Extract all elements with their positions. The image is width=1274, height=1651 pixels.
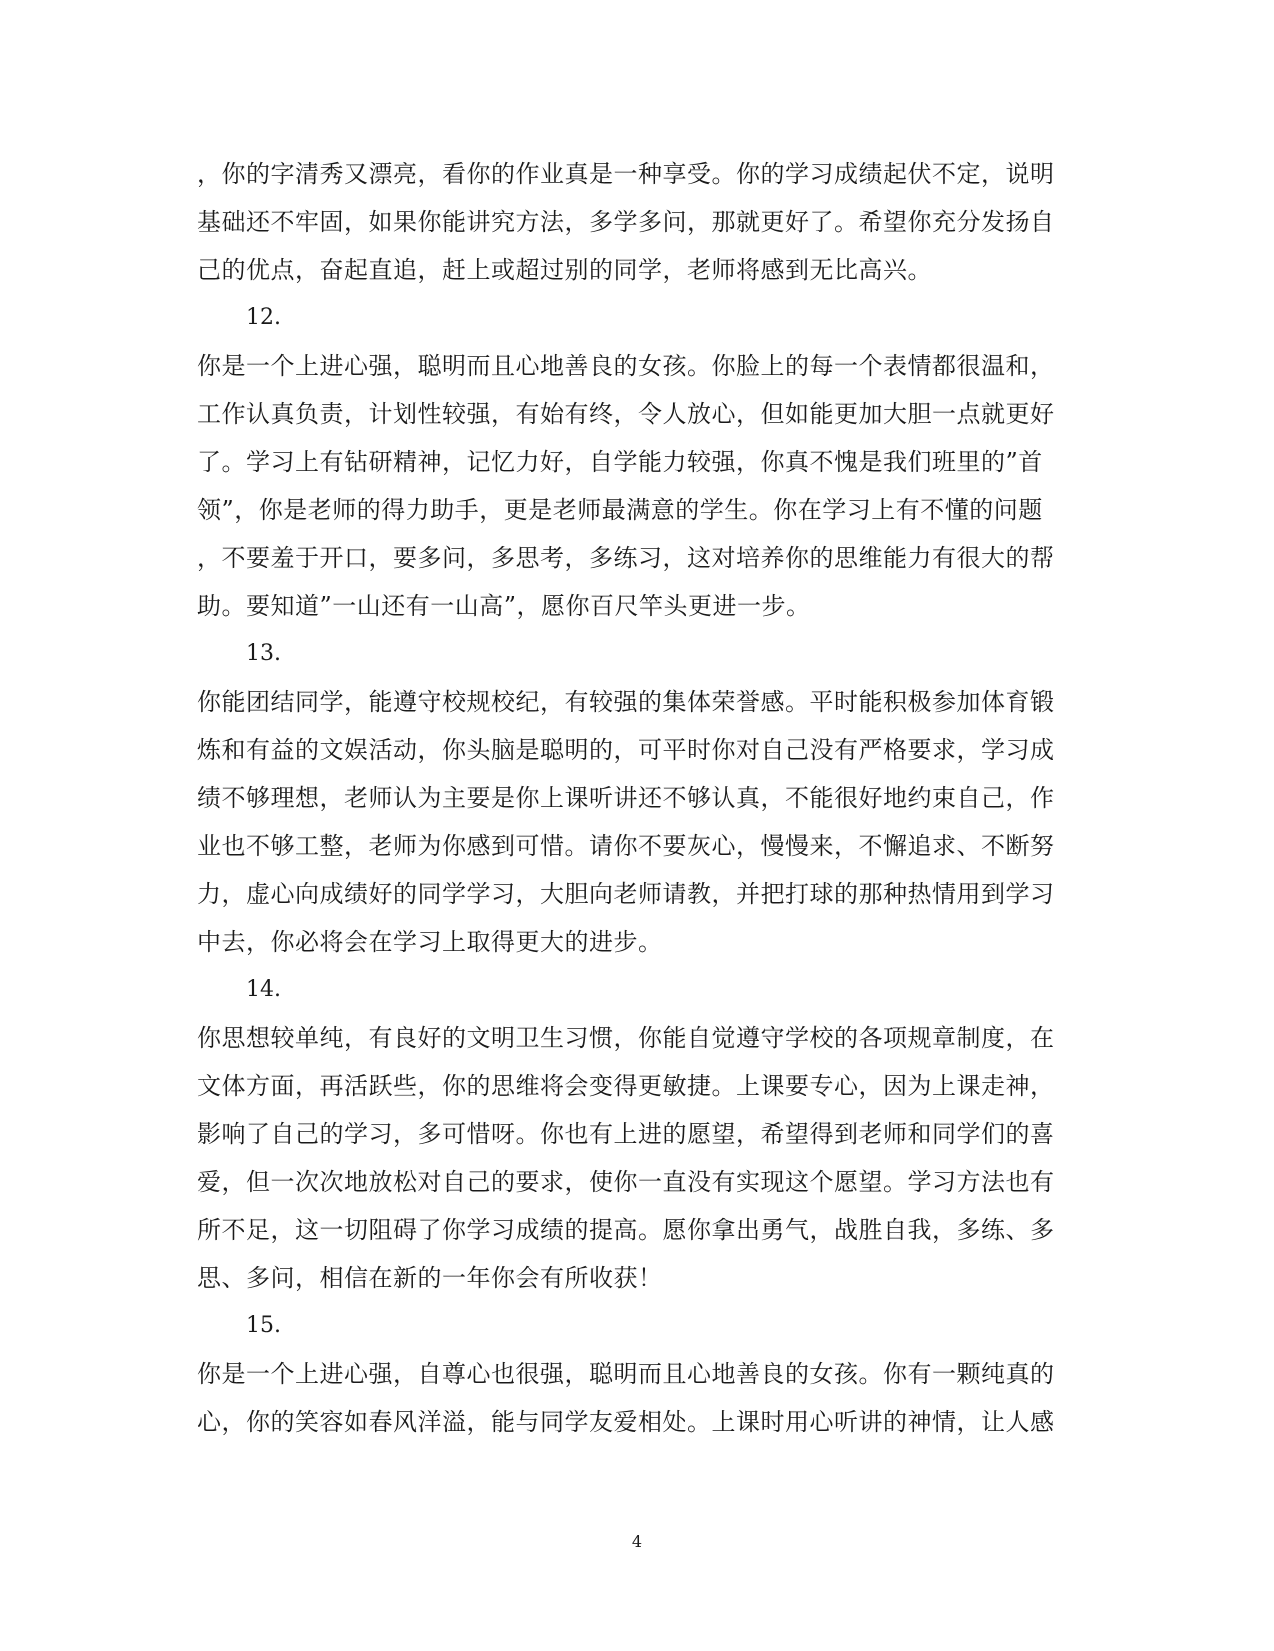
item-number: 13. bbox=[246, 641, 281, 666]
text-line: 力，虚心向成绩好的同学学习，大胆向老师请教，并把打球的那种热情用到学习 bbox=[197, 880, 1055, 908]
text-line: 你是一个上进心强，自尊心也很强，聪明而且心地善良的女孩。你有一颗纯真的 bbox=[197, 1360, 1055, 1388]
text-line: 助。要知道”一山还有一山高”，愿你百尺竿头更进一步。 bbox=[197, 592, 811, 620]
text-line: 你是一个上进心强，聪明而且心地善良的女孩。你脸上的每一个表情都很温和， bbox=[197, 352, 1055, 380]
item-number: 12. bbox=[246, 305, 281, 330]
text-line: 爱，但一次次地放松对自己的要求，使你一直没有实现这个愿望。学习方法也有 bbox=[197, 1168, 1055, 1196]
text-line: 基础还不牢固，如果你能讲究方法，多学多问，那就更好了。希望你充分发扬自 bbox=[197, 208, 1055, 236]
text-line: 你思想较单纯，有良好的文明卫生习惯，你能自觉遵守学校的各项规章制度，在 bbox=[197, 1024, 1055, 1052]
text-line: ，不要羞于开口，要多问，多思考，多练习，这对培养你的思维能力有很大的帮 bbox=[197, 544, 1055, 572]
text-line: 领”，你是老师的得力助手，更是老师最满意的学生。你在学习上有不懂的问题 bbox=[197, 496, 1043, 524]
text-line: 影响了自己的学习，多可惜呀。你也有上进的愿望，希望得到老师和同学们的喜 bbox=[197, 1120, 1055, 1148]
item-number: 15. bbox=[246, 1313, 281, 1338]
text-line: 工作认真负责，计划性较强，有始有终，令人放心，但如能更加大胆一点就更好 bbox=[197, 400, 1055, 428]
text-line: 思、多问，相信在新的一年你会有所收获！ bbox=[197, 1264, 663, 1292]
text-line: 心，你的笑容如春风洋溢，能与同学友爱相处。上课时用心听讲的神情，让人感 bbox=[197, 1408, 1055, 1436]
text-line: 己的优点，奋起直追，赶上或超过别的同学，老师将感到无比高兴。 bbox=[197, 256, 932, 284]
page-number: 4 bbox=[631, 1532, 643, 1551]
text-line: 所不足，这一切阻碍了你学习成绩的提高。愿你拿出勇气，战胜自我，多练、多 bbox=[197, 1216, 1055, 1244]
text-line: ，你的字清秀又漂亮，看你的作业真是一种享受。你的学习成绩起伏不定，说明 bbox=[197, 160, 1055, 188]
text-line: 绩不够理想，老师认为主要是你上课听讲还不够认真，不能很好地约束自己，作 bbox=[197, 784, 1055, 812]
document-body bbox=[197, 150, 1077, 1446]
text-line: 文体方面，再活跃些，你的思维将会变得更敏捷。上课要专心，因为上课走神， bbox=[197, 1072, 1055, 1100]
item-number: 14. bbox=[246, 977, 281, 1002]
text-line: 炼和有益的文娱活动，你头脑是聪明的，可平时你对自己没有严格要求，学习成 bbox=[197, 736, 1055, 764]
text-line: 中去，你必将会在学习上取得更大的进步。 bbox=[197, 928, 663, 956]
text-line: 了。学习上有钻研精神，记忆力好，自学能力较强，你真不愧是我们班里的”首 bbox=[197, 448, 1043, 476]
text-line: 你能团结同学，能遵守校规校纪，有较强的集体荣誉感。平时能积极参加体育锻 bbox=[197, 688, 1055, 716]
text-line: 业也不够工整，老师为你感到可惜。请你不要灰心，慢慢来，不懈追求、不断努 bbox=[197, 832, 1055, 860]
